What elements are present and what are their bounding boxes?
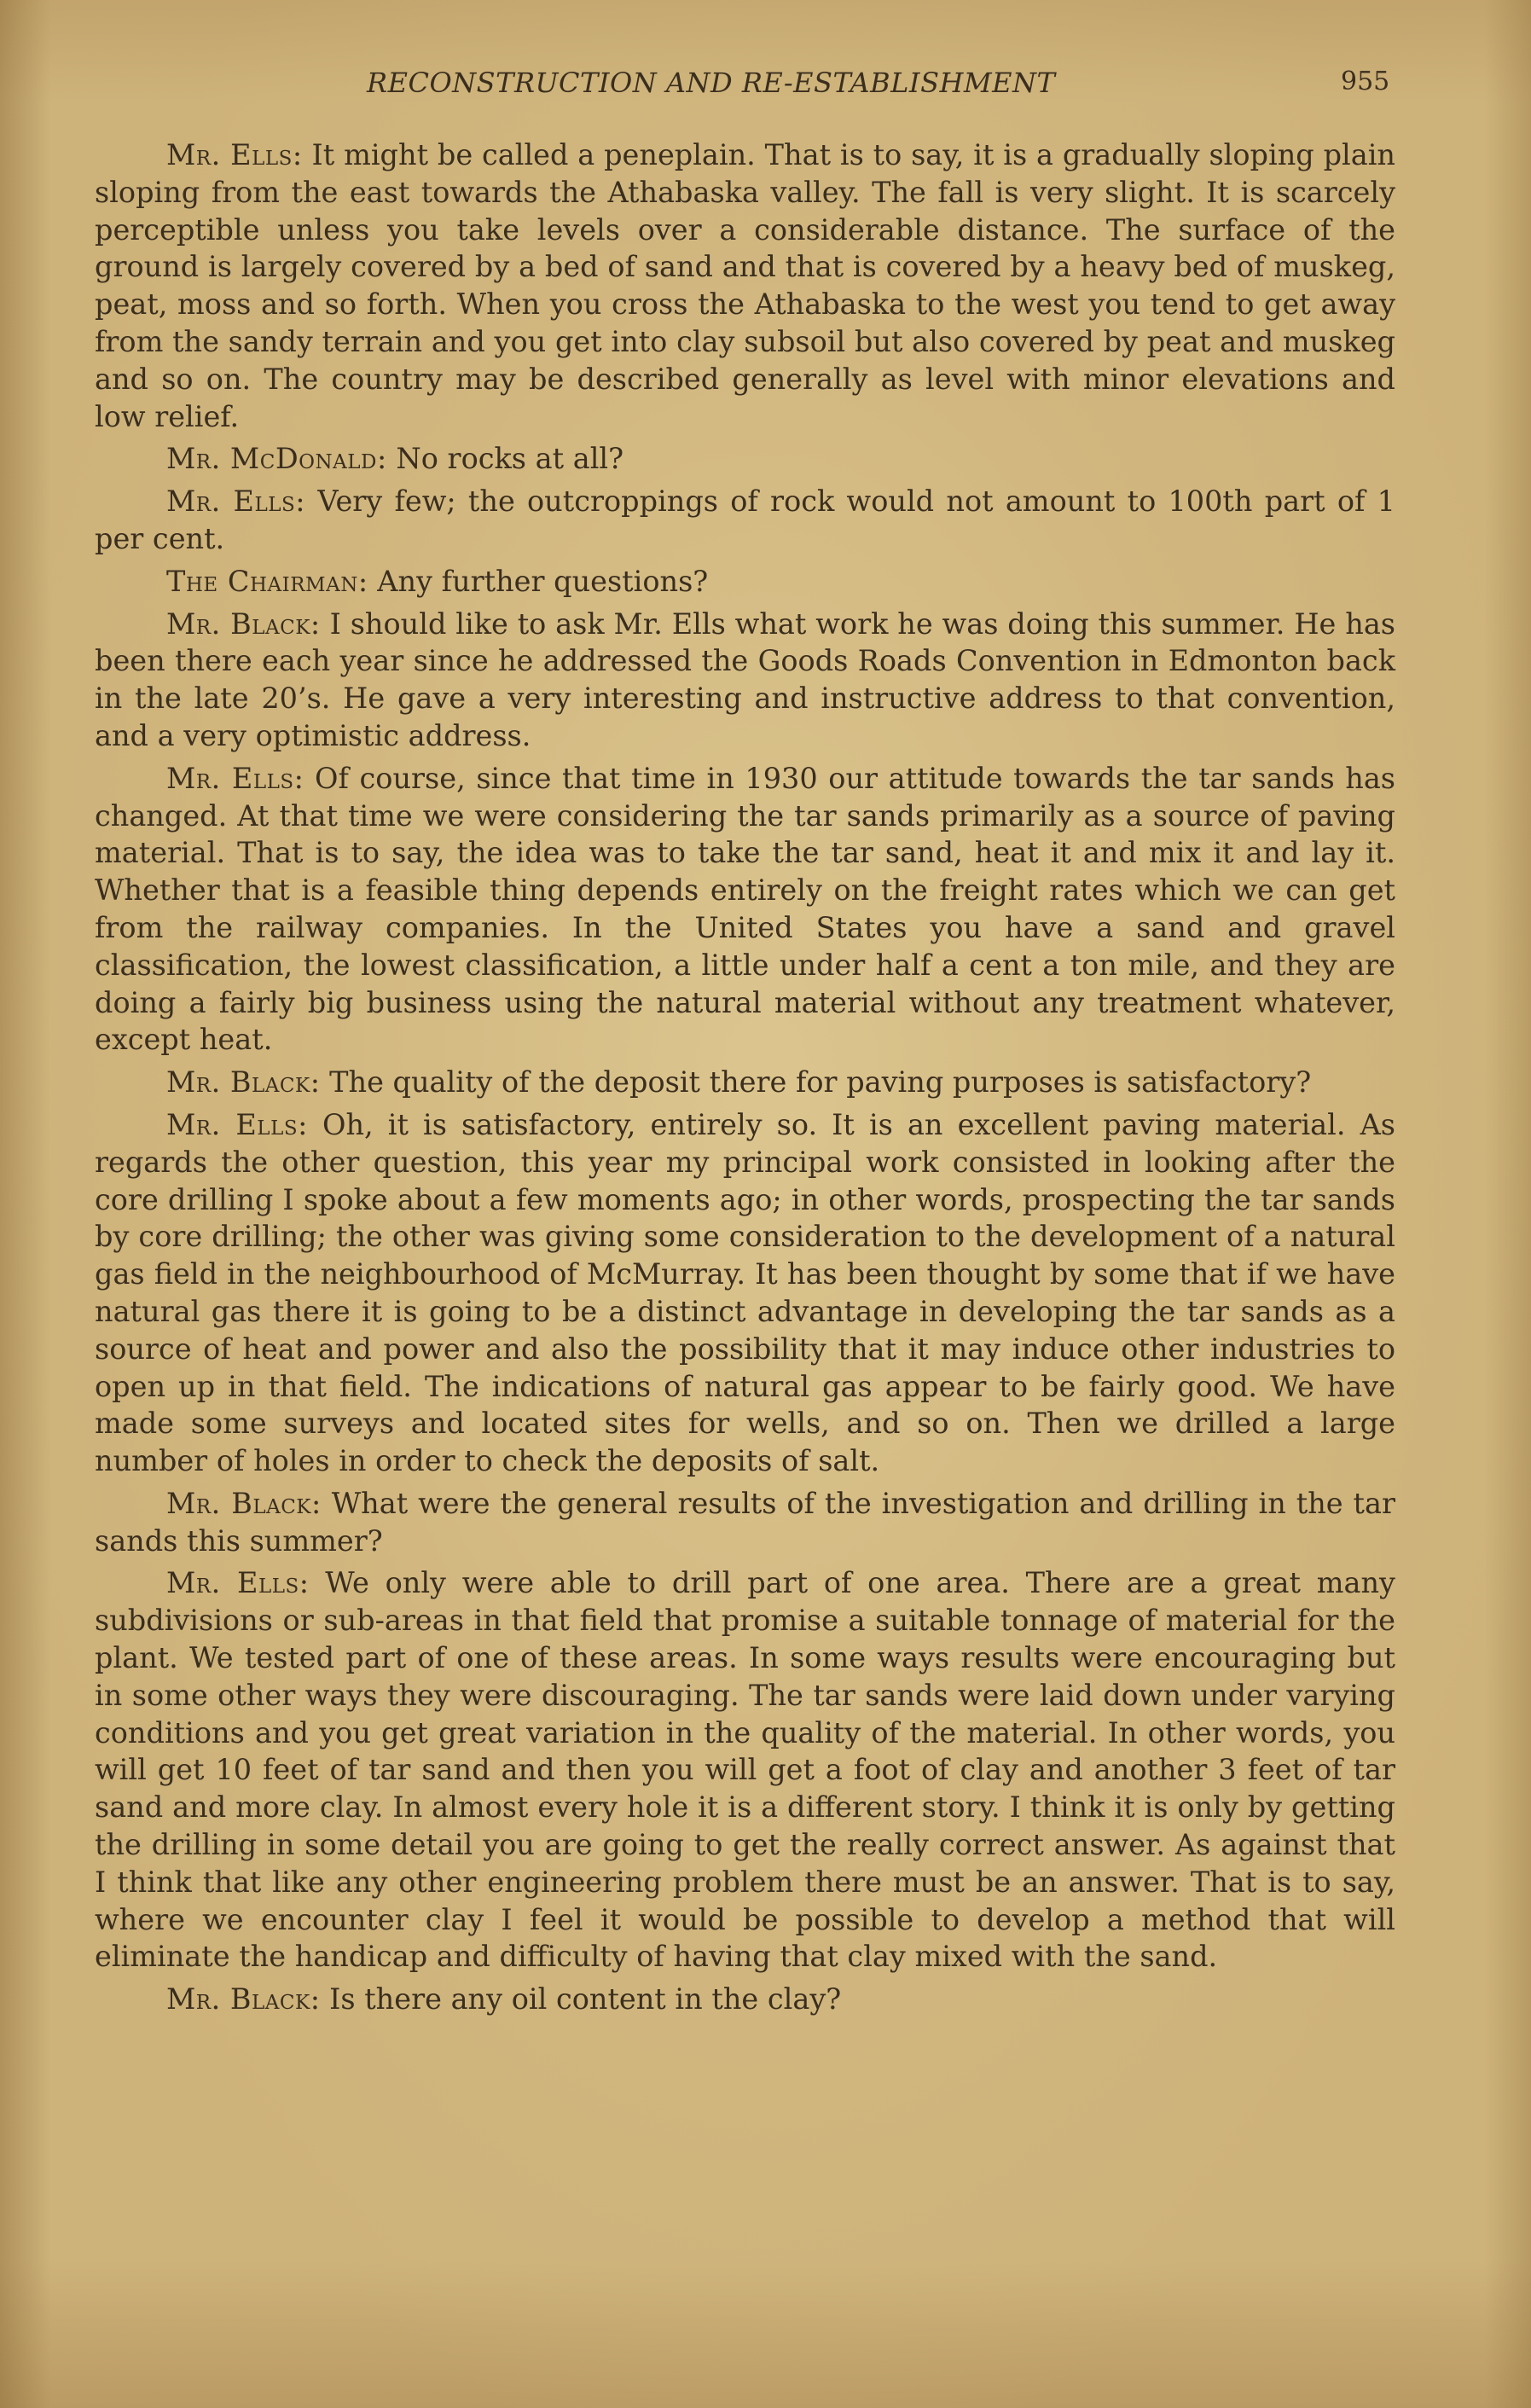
speaker-name: Mr. Black: bbox=[166, 1982, 321, 2016]
speaker-name: Mr. Ells: bbox=[166, 138, 303, 171]
page-number: 955 bbox=[1341, 67, 1390, 96]
paragraph bbox=[95, 483, 1395, 558]
paragraph bbox=[95, 1564, 1395, 1976]
speech-text: Is there any oil content in the clay? bbox=[320, 1982, 842, 2016]
paragraph bbox=[95, 606, 1395, 755]
speaker-name: Mr. Ells: bbox=[166, 1566, 310, 1600]
speech-text: Oh, it is satisfactory, entirely so. It is an excellent paving material. As regards the other question, this year my principal work consisted in looking after the core drilling I spoke about a few moments ago; in other words, prospecting the tar sands by core drilling; the other was giving some consideration to the development of a natural gas field in the neighbourhood of McMurray. It has been thought by some that if we have natural gas there it is going to be a distinct advantage in developing the tar sands as a source of heat and power and also the possibility that it may induce other industries to open up in that field. The indications of natural gas appear to be fairly good. We have made some surveys and located sites for wells, and so on. Then we drilled a large number of holes in order to check the deposits of salt. bbox=[95, 1107, 1395, 1478]
paragraph bbox=[95, 136, 1395, 435]
speaker-name: Mr. McDonald: bbox=[166, 442, 387, 476]
speaker-name: Mr. Ells: bbox=[166, 761, 304, 795]
paragraph bbox=[95, 760, 1395, 1059]
transcript-body bbox=[95, 136, 1395, 2023]
page-header bbox=[0, 67, 1531, 111]
running-title: RECONSTRUCTION AND RE-ESTABLISHMENT bbox=[367, 67, 1056, 99]
speech-text: Any further questions? bbox=[368, 564, 709, 598]
speaker-name: The Chairman: bbox=[166, 564, 368, 598]
speaker-name: Mr. Black: bbox=[166, 1065, 321, 1100]
speaker-name: Mr. Black: bbox=[166, 606, 321, 641]
paragraph bbox=[95, 563, 1395, 601]
speaker-name: Mr. Ells: bbox=[166, 485, 306, 519]
speech-text: We only were able to drill part of one area. There are a great many subdivisions or sub-areas in that field that promise a suitable tonnage of material for the plant. We tested part of one of these areas. In some ways results were encouraging but in some other ways they were discouraging. The tar sands were laid down under varying conditions and you get great variation in the quality of the material. In other words, you will get 10 feet of tar sand and then you will get a foot of clay and another 3 feet of tar sand and more clay. In almost every hole it is a different story. I think it is only by getting the drilling in some detail you are going to get the really correct answer. As against that I think that like any other engineering problem there must be an answer. That is to say, where we encounter clay I feel it would be possible to develop a method that will eliminate the handicap and difficulty of having that clay mixed with the sand. bbox=[95, 1566, 1395, 1974]
speaker-name: Mr. Black: bbox=[166, 1486, 322, 1520]
speech-text: No rocks at all? bbox=[386, 442, 624, 476]
speech-text: I should like to ask Mr. Ells what work he was doing this summer. He has been there each year since he addressed the Goods Roads Convention in Edmonton back in the late 20’s. He gave a very interesting and instructive address to that convention, and a very optimistic address. bbox=[95, 606, 1395, 752]
speech-text: The quality of the deposit there for paving purposes is satisfactory? bbox=[320, 1065, 1312, 1100]
paragraph bbox=[95, 1106, 1395, 1480]
speaker-name: Mr. Ells: bbox=[166, 1107, 308, 1141]
paragraph bbox=[95, 1064, 1395, 1101]
paragraph bbox=[95, 1485, 1395, 1560]
speech-text: Of course, since that time in 1930 our attitude towards the tar sands has changed. At that time we were considering the tar sands primarily as a source of paving material. That is to say, the idea was to take the tar sand, heat it and mix it and lay it. Whether that is a feasible thing depends entirely on the freight rates which we can get from the railway companies. In the United States you have a sand and gravel classification, the lowest classification, a little under half a cent a ton mile, and they are doing a fairly big business using the natural material without any treatment whatever, except heat. bbox=[95, 761, 1395, 1057]
speech-text: Very few; the outcroppings of rock would not amount to 100th part of 1 per cent. bbox=[95, 485, 1395, 555]
paragraph bbox=[95, 440, 1395, 478]
speech-text: What were the general results of the investigation and drilling in the tar sands this summer? bbox=[95, 1486, 1395, 1558]
speech-text: It might be called a peneplain. That is to say, it is a gradually sloping plain sloping from the east towards the Athabaska valley. The fall is very slight. It is scarcely perceptible unless you take levels over a considerable distance. The surface of the ground is largely covered by a bed of sand and that is covered by a heavy bed of muskeg, peat, moss and so forth. When you cross the Athabaska to the west you tend to get away from the sandy terrain and you get into clay subsoil but also covered by peat and muskeg and so on. The country may be described generally as level with minor elevations and low relief. bbox=[95, 138, 1395, 433]
paragraph bbox=[95, 1981, 1395, 2018]
